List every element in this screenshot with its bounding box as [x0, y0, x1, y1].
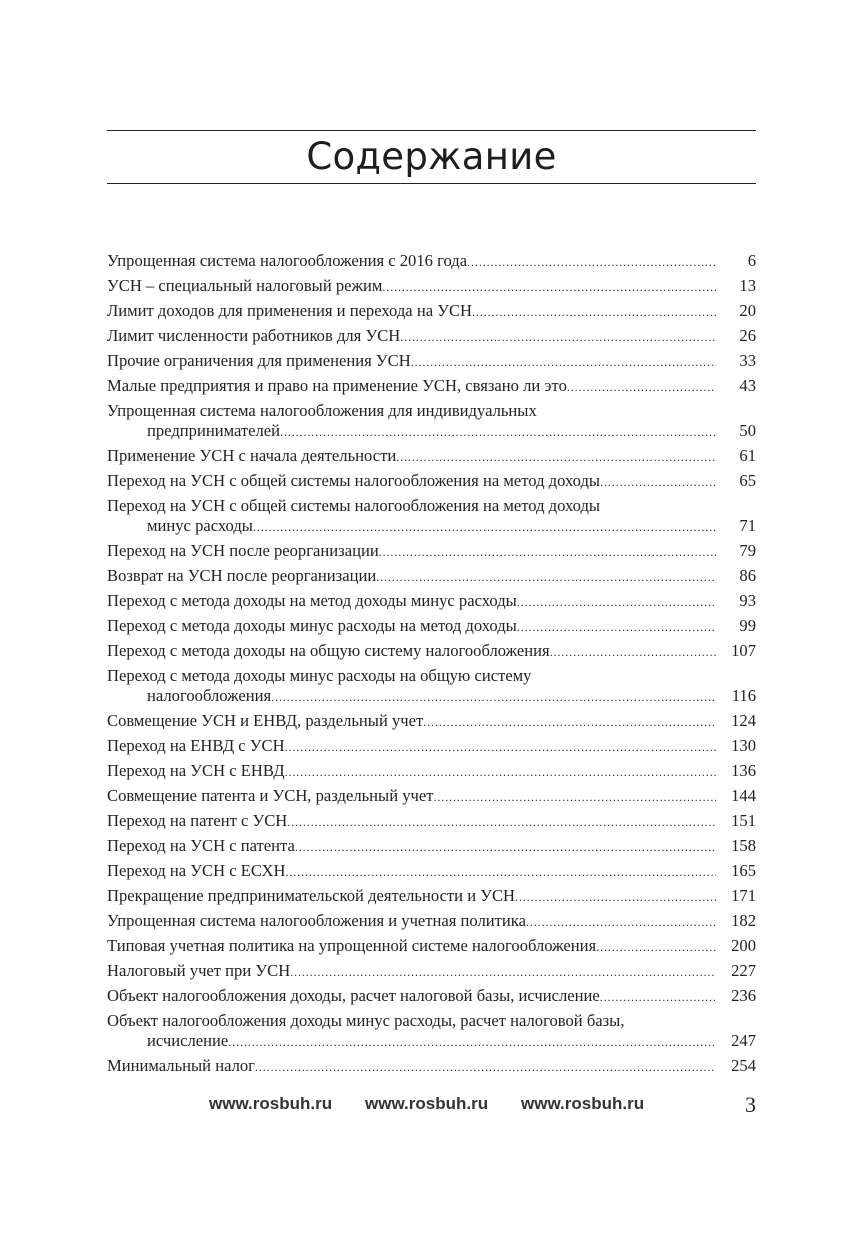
dot-leader [382, 277, 716, 297]
toc-entry-title: Совмещение УСН и ЕНВД, раздельный учет [107, 711, 424, 730]
dot-leader [517, 617, 716, 637]
dot-leader [379, 542, 716, 562]
toc-entry[interactable] [107, 736, 756, 756]
toc-entry-line [107, 326, 756, 346]
toc-entry-title: Объект налогообложения доходы минус расходы, расчет налоговой базы, [107, 1011, 625, 1030]
toc-entry-title: Налоговый учет при УСН [107, 961, 291, 980]
dot-leader [472, 302, 716, 322]
toc-entry-title: Переход на УСН с ЕНВД [107, 761, 285, 780]
toc-entry[interactable] [107, 351, 756, 371]
toc-entry-page: 26 [739, 326, 756, 345]
toc-entry-title: минус расходы [147, 516, 253, 535]
toc-entry-page: 158 [731, 836, 756, 855]
toc-entry-line [107, 616, 756, 636]
toc-entry-title: Упрощенная система налогообложения с 2016 года [107, 251, 468, 270]
toc-entry-title: Переход на УСН с общей системы налогообложения на метод доходы [107, 471, 601, 490]
page-footer [107, 1092, 756, 1116]
toc-entry-page: 61 [739, 446, 756, 465]
toc-entry-title: Переход на УСН с общей системы налогообложения на метод доходы [107, 496, 601, 515]
toc-entry-line [107, 1056, 756, 1076]
toc-entry-line [107, 1011, 756, 1031]
toc-entry-title: Прочие ограничения для применения УСН [107, 351, 411, 370]
toc-entry-page: 93 [739, 591, 756, 610]
toc-entry-page: 130 [731, 736, 756, 755]
toc-entry-line [107, 936, 756, 956]
dot-leader [287, 812, 716, 832]
toc-entry-title: Лимит численности работников для УСН [107, 326, 401, 345]
toc-entry-line [107, 886, 756, 906]
toc-entry[interactable] [107, 911, 756, 931]
toc-entry-title: Переход на УСН с ЕСХН [107, 861, 286, 880]
table-of-contents [107, 251, 756, 1081]
toc-entry-line [107, 496, 756, 516]
dot-leader [285, 737, 716, 757]
toc-entry[interactable] [107, 616, 756, 636]
toc-entry-title: Лимит доходов для применения и перехода на УСН [107, 301, 473, 320]
toc-entry-page: 43 [739, 376, 756, 395]
toc-entry-line [107, 516, 756, 536]
toc-entry-title: Типовая учетная политика на упрощенной системе налогообложения [107, 936, 597, 955]
page-number: 3 [745, 1092, 756, 1117]
title-top-rule [107, 130, 756, 131]
toc-entry-title: Переход на ЕНВД с УСН [107, 736, 285, 755]
toc-entry-page: 236 [731, 986, 756, 1005]
toc-entry-page: 71 [739, 516, 756, 535]
toc-entry-line [107, 686, 756, 706]
dot-leader [285, 862, 716, 882]
dot-leader [517, 592, 716, 612]
toc-entry[interactable] [107, 591, 756, 611]
toc-entry-line [107, 986, 756, 1006]
toc-entry-line [107, 541, 756, 561]
toc-entry[interactable] [107, 811, 756, 831]
toc-entry-page: 107 [731, 641, 756, 660]
toc-entry-title: предпринимателей [147, 421, 281, 440]
toc-entry-line [107, 446, 756, 466]
dot-leader [255, 1057, 716, 1077]
toc-entry-page: 13 [739, 276, 756, 295]
dot-leader [596, 937, 716, 957]
toc-entry-page: 254 [731, 1056, 756, 1075]
toc-entry[interactable] [107, 961, 756, 981]
dot-leader [550, 642, 716, 662]
toc-entry-title: Переход на УСН с патента [107, 836, 295, 855]
footer-website-link[interactable]: www.rosbuh.ru [521, 1094, 645, 1113]
toc-entry[interactable] [107, 861, 756, 881]
toc-entry-line [107, 836, 756, 856]
toc-entry[interactable] [107, 326, 756, 346]
toc-entry-title: Минимальный налог [107, 1056, 255, 1075]
toc-entry-page: 247 [731, 1031, 756, 1050]
toc-entry-page: 6 [747, 251, 756, 270]
toc-entry-line [107, 351, 756, 371]
toc-entry-page: 86 [739, 566, 756, 585]
toc-entry-line [107, 376, 756, 396]
toc-entry-page: 136 [731, 761, 756, 780]
toc-entry-line [107, 471, 756, 491]
dot-leader [411, 352, 716, 372]
toc-entry-page: 144 [731, 786, 756, 805]
toc-entry-page: 200 [731, 936, 756, 955]
toc-entry-title: Упрощенная система налогообложения и учетная политика [107, 911, 526, 930]
toc-entry[interactable] [107, 251, 756, 271]
toc-entry-line [107, 736, 756, 756]
page-title: Содержание [306, 135, 557, 178]
toc-entry-page: 79 [739, 541, 756, 560]
footer-website-link[interactable]: www.rosbuh.ru [209, 1094, 333, 1113]
footer-website-link[interactable]: www.rosbuh.ru [365, 1094, 489, 1113]
toc-entry[interactable] [107, 1011, 756, 1051]
title-bottom-rule [107, 183, 756, 184]
toc-entry-page: 171 [731, 886, 756, 905]
dot-leader [396, 447, 716, 467]
toc-entry[interactable] [107, 936, 756, 956]
toc-entry-page: 99 [739, 616, 756, 635]
toc-entry-page: 65 [739, 471, 756, 490]
toc-entry[interactable] [107, 301, 756, 321]
toc-entry[interactable] [107, 761, 756, 781]
toc-entry-title: Упрощенная система налогообложения для индивидуальных [107, 401, 537, 420]
toc-entry-title: Переход на УСН после реорганизации [107, 541, 379, 560]
toc-entry-title: Возврат на УСН после реорганизации [107, 566, 377, 585]
dot-leader [600, 987, 716, 1007]
toc-entry-title: УСН – специальный налоговый режим [107, 276, 383, 295]
dot-leader [467, 252, 716, 272]
toc-entry[interactable] [107, 276, 756, 296]
toc-entry[interactable] [107, 401, 756, 441]
toc-entry-line [107, 401, 756, 421]
toc-entry-title: Переход с метода доходы минус расходы на общую систему [107, 666, 532, 685]
toc-entry-line [107, 1031, 756, 1051]
toc-entry-line [107, 641, 756, 661]
dot-leader [271, 687, 716, 707]
toc-entry-line [107, 666, 756, 686]
toc-entry-title: Переход с метода доходы минус расходы на метод доходы [107, 616, 517, 635]
toc-entry-line [107, 761, 756, 781]
toc-entry-line [107, 276, 756, 296]
toc-entry-page: 227 [731, 961, 756, 980]
toc-entry-page: 20 [739, 301, 756, 320]
toc-entry-title: Малые предприятия и право на применение УСН, связано ли это [107, 376, 567, 395]
toc-entry[interactable] [107, 566, 756, 586]
dot-leader [423, 712, 716, 732]
toc-entry-page: 50 [739, 421, 756, 440]
toc-entry-title: Переход на патент с УСН [107, 811, 288, 830]
dot-leader [285, 762, 716, 782]
toc-entry-title: исчисление [147, 1031, 229, 1050]
toc-entry-line [107, 911, 756, 931]
toc-entry-page: 33 [739, 351, 756, 370]
toc-entry-line [107, 861, 756, 881]
toc-entry-page: 151 [731, 811, 756, 830]
dot-leader [280, 422, 716, 442]
toc-entry-title: Переход с метода доходы на общую систему налогообложения [107, 641, 550, 660]
dot-leader [228, 1032, 716, 1052]
toc-entry[interactable] [107, 496, 756, 536]
toc-entry-title: Переход с метода доходы на метод доходы минус расходы [107, 591, 517, 610]
toc-entry-page: 165 [731, 861, 756, 880]
dot-leader [290, 962, 716, 982]
dot-leader [434, 787, 717, 807]
toc-entry-line [107, 591, 756, 611]
toc-entry-line [107, 251, 756, 271]
toc-entry-title: налогообложения [147, 686, 272, 705]
toc-entry-title: Прекращение предпринимательской деятельности и УСН [107, 886, 516, 905]
toc-entry[interactable] [107, 886, 756, 906]
toc-entry-line [107, 961, 756, 981]
toc-entry[interactable] [107, 786, 756, 806]
dot-leader [376, 567, 716, 587]
toc-entry-page: 182 [731, 911, 756, 930]
toc-entry-page: 116 [731, 686, 756, 705]
dot-leader [253, 517, 716, 537]
dot-leader [515, 887, 716, 907]
toc-entry-line [107, 421, 756, 441]
dot-leader [600, 472, 716, 492]
toc-entry[interactable] [107, 666, 756, 706]
toc-entry-line [107, 566, 756, 586]
toc-entry-line [107, 301, 756, 321]
dot-leader [295, 837, 716, 857]
toc-entry[interactable] [107, 641, 756, 661]
toc-entry[interactable] [107, 711, 756, 731]
toc-entry[interactable] [107, 1056, 756, 1076]
toc-entry-line [107, 786, 756, 806]
toc-entry-title: Объект налогообложения доходы, расчет налоговой базы, исчисление [107, 986, 600, 1005]
toc-entry-title: Совмещение патента и УСН, раздельный учет [107, 786, 434, 805]
toc-entry[interactable] [107, 471, 756, 491]
dot-leader [526, 912, 716, 932]
toc-entry[interactable] [107, 836, 756, 856]
toc-entry-page: 124 [731, 711, 756, 730]
dot-leader [567, 377, 716, 397]
toc-entry-line [107, 811, 756, 831]
toc-entry[interactable] [107, 446, 756, 466]
toc-entry[interactable] [107, 986, 756, 1006]
toc-entry[interactable] [107, 376, 756, 396]
toc-entry-title: Применение УСН с начала деятельности [107, 446, 397, 465]
toc-entry[interactable] [107, 541, 756, 561]
toc-entry-line [107, 711, 756, 731]
dot-leader [400, 327, 716, 347]
